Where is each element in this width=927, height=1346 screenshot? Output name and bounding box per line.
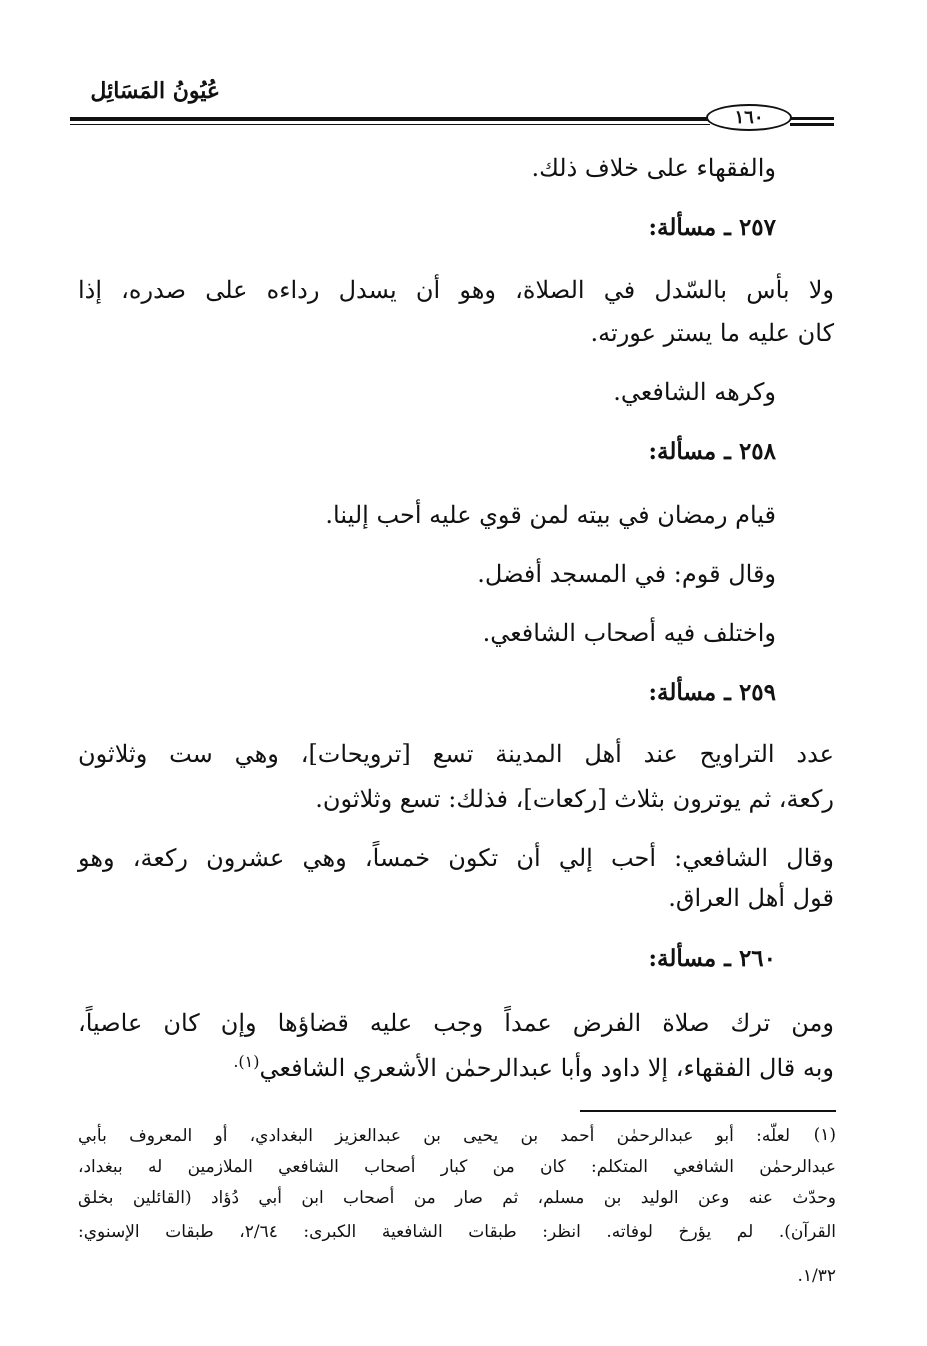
footnote-reference: (١). [233,1052,260,1071]
body-line-text: وبه قال الفقهاء، إلا داود وأبا عبدالرحمٰن الأشعري الشافعي [259,1054,834,1082]
body-line: وقال قوم: في المسجد أفضل. [477,560,776,588]
page-number: ١٦٠ [706,104,792,131]
header-rule-thick [70,117,710,121]
body-line: قيام رمضان في بيته لمن قوي عليه أحب إلينا. [325,501,776,529]
body-line: وكرهه الشافعي. [613,378,776,406]
footnote-line: القرآن). لم يؤرخ لوفاته. انظر: طبقات الشافعية الكبرى: ٢/٦٤، طبقات الإسنوي: [78,1222,836,1242]
body-line: عدد التراويح عند أهل المدينة تسع [ترويحات]، وهي ست وثلاثون [78,740,834,768]
footnote-line: ١/٣٢. [797,1266,836,1286]
body-line: ولا بأس بالسّدل في الصلاة، وهو أن يسدل رداءه على صدره، إذا [78,276,834,304]
footnote-line: عبدالرحمٰن الشافعي المتكلم: كان من كبار أصحاب الشافعي الملازمين له ببغداد، [78,1157,836,1177]
section-heading-260: ٢٦٠ ـ مسألة: [648,945,776,972]
body-line: واختلف فيه أصحاب الشافعي. [482,619,776,647]
header-rule-thin [70,124,710,125]
body-line: ومن ترك صلاة الفرض عمداً وجب عليه قضاؤها وإن كان عاصياً، [78,1009,834,1037]
footnote-separator [580,1110,836,1112]
section-heading-257: ٢٥٧ ـ مسألة: [648,214,776,241]
body-line: والفقهاء على خلاف ذلك. [531,154,776,182]
running-title: عُيُونُ المَسَائِل [90,78,220,104]
section-heading-258: ٢٥٨ ـ مسألة: [648,438,776,465]
body-line: كان عليه ما يستر عورته. [590,319,834,347]
body-line: ركعة، ثم يوترون بثلاث [ركعات]، فذلك: تسع وثلاثون. [315,785,834,813]
body-line: قول أهل العراق. [668,884,834,912]
body-line: وقال الشافعي: أحب إلي أن تكون خمساً، وهي عشرون ركعة، وهو [78,844,835,872]
footnote-line: وحدّث عنه وعن الوليد بن مسلم، ثم صار من أصحاب ابن أبي دُؤاد (القائلين بخلق [78,1188,836,1208]
body-line [78,1046,834,1084]
section-heading-259: ٢٥٩ ـ مسألة: [648,679,776,706]
header-rule-right-lower [790,123,834,126]
header-rule-right-upper [790,117,834,120]
footnote-marker: (١) [813,1125,836,1145]
footnote-line: لعلّه: أبو عبدالرحمٰن أحمد بن يحيى بن عبدالعزيز البغدادي، أو المعروف بأبي [78,1126,790,1146]
